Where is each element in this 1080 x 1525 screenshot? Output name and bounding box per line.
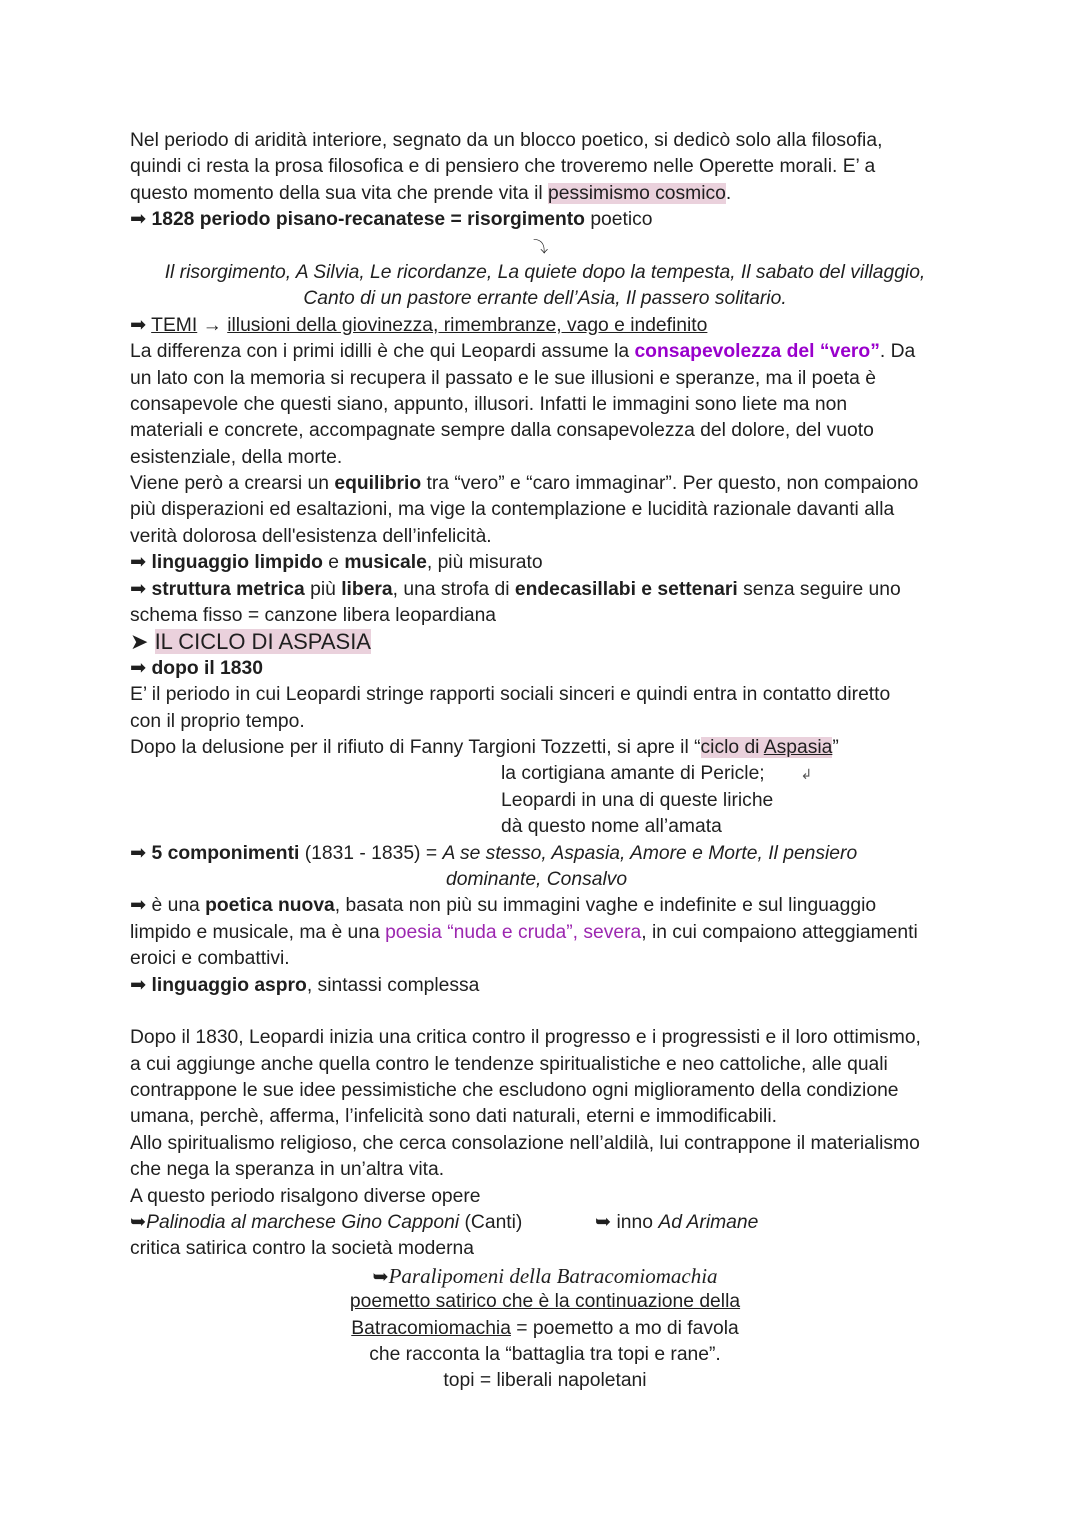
text: . Da — [879, 341, 916, 363]
arrow-icon: ➡ — [130, 657, 147, 679]
text-line — [130, 1184, 960, 1210]
text-line — [130, 471, 960, 497]
text: senza seguire uno — [737, 578, 901, 600]
arrow-icon: ➥ — [372, 1266, 389, 1288]
text-line — [130, 973, 960, 999]
text: La differenza con i primi idilli è che qui Leopardi assume la — [130, 341, 635, 363]
text: topi = liberali napoletani — [443, 1370, 647, 1392]
text: Leopardi in una di queste liriche — [501, 789, 774, 811]
text-line — [130, 893, 960, 919]
arrow-icon: ➡ — [130, 974, 147, 996]
temi-line — [130, 313, 960, 339]
text-line — [130, 392, 960, 418]
note-line — [130, 788, 960, 814]
bold-text: 5 componimenti — [151, 842, 300, 864]
highlight-ciclo — [701, 737, 833, 758]
text-line — [130, 181, 960, 207]
text: un lato con la memoria si recupera il passato e le sue illusioni e speranze, ma il poeta è — [130, 367, 876, 389]
italic-text: Il risorgimento, A Silvia, Le ricordanze, La quiete dopo la tempesta, Il sabato del villaggio, — [164, 261, 926, 283]
poem-list-line — [130, 286, 960, 312]
text-line — [130, 920, 960, 946]
text: più — [304, 578, 342, 600]
bold-text: equilibrio — [334, 473, 422, 495]
text-line — [130, 867, 960, 893]
italic-text: Canto di un pastore errante dell’Asia, Il passero solitario. — [303, 288, 787, 310]
text: , in cui compaiono atteggiamenti — [641, 921, 918, 943]
text: consapevole che questi siano, appunto, illusori. Infatti le immagini sono liete ma non — [130, 393, 848, 415]
underlined-text: Batracomiomachia — [351, 1317, 511, 1339]
text: Dopo la delusione per il rifiuto di Fanny Targioni Tozzetti, si apre il “ — [130, 736, 701, 758]
bold-purple-text: consapevolezza del “vero” — [634, 341, 880, 363]
text: (1831 - 1835) = — [299, 842, 443, 864]
text-line — [130, 497, 960, 523]
text: (Canti) — [459, 1212, 523, 1234]
text: materiali e concrete, accompagnate sempre dalla consapevolezza del dolore, del vuoto — [130, 420, 874, 442]
text-line — [130, 656, 960, 682]
text: tra “vero” e “caro immaginar”. Per questo, non compaiono — [421, 473, 919, 495]
palinodia-entry — [130, 1210, 595, 1236]
text-line — [130, 735, 960, 761]
underlined-text: Aspasia — [763, 736, 833, 758]
bold-text: poetica nuova — [205, 895, 335, 917]
text-line — [130, 550, 960, 576]
text: = poemetto a mo di favola — [510, 1317, 739, 1339]
serif-italic-title: Paralipomeni della Batracomiomachia — [388, 1263, 718, 1288]
text-line — [130, 946, 960, 972]
text-line — [130, 1289, 960, 1315]
text: è una — [151, 895, 206, 917]
text: A questo periodo risalgono diverse opere — [130, 1185, 481, 1207]
text: , più misurato — [426, 552, 543, 574]
text-line — [130, 1157, 960, 1183]
text: questo momento della sua vita che prende vita il — [130, 182, 549, 204]
bold-text: musicale — [344, 552, 427, 574]
text: Allo spiritualismo religioso, che cerca consolazione nell’aldilà, lui contrappone il materialismo — [130, 1132, 920, 1154]
bold-text: linguaggio limpido — [151, 552, 323, 574]
bold-text: libera — [341, 578, 393, 600]
note-line — [130, 814, 960, 840]
text: la cortigiana amante di Pericle; — [501, 763, 765, 785]
text-line — [130, 1078, 960, 1104]
right-arrow-icon: → — [197, 314, 228, 336]
text-line — [130, 1368, 960, 1394]
text-line — [130, 128, 960, 154]
works-line — [130, 1210, 960, 1236]
purple-text: poesia “nuda e cruda”, severa — [385, 921, 642, 943]
text: verità dolorosa dell'esistenza dell’infelicità. — [130, 525, 492, 547]
arrow-icon: ➡ — [130, 895, 147, 917]
arrow-icon: ➡ — [130, 578, 147, 600]
text-line — [130, 682, 960, 708]
text: a cui aggiunge anche quella contro le tendenze spiritualistiche e neo cattoliche, alle quali — [130, 1053, 888, 1075]
text: critica satirica contro la società moderna — [130, 1238, 474, 1260]
text-line — [130, 339, 960, 365]
arrow-icon: ➡ — [130, 209, 147, 231]
text-line — [130, 1131, 960, 1157]
text: Viene però a crearsi un — [130, 473, 335, 495]
text-line — [130, 841, 960, 867]
curl-line — [130, 234, 960, 260]
text: contrappone le sue idee pessimistiche che escludono ogni miglioramento della condizione — [130, 1080, 899, 1102]
italic-text: Ad Arimane — [658, 1212, 759, 1234]
curved-arrow-icon: ⤵ — [533, 238, 549, 256]
underlined-text: poemetto satirico che è la continuazione della — [349, 1291, 741, 1313]
arrow-icon: ➡ — [130, 314, 147, 336]
bold-text: dopo il 1830 — [151, 657, 263, 679]
blank-line — [130, 999, 960, 1025]
temi-label: TEMI — [151, 314, 198, 336]
arrow-icon: ➡ — [130, 842, 147, 864]
temi-text: illusioni della giovinezza, rimembranze, vago e indefinito — [227, 314, 708, 336]
text: schema fisso = canzone libera leopardiana — [130, 605, 497, 627]
paralipomeni-title-line — [130, 1263, 960, 1289]
text: Dopo il 1830, Leopardi inizia una critica contro il progresso e i progressisti e il loro ottimismo, — [130, 1027, 921, 1049]
text-line — [130, 154, 960, 180]
text: eroici e combattivi. — [130, 948, 290, 970]
italic-text: A se stesso, Aspasia, Amore e Morte, Il pensiero — [442, 842, 858, 864]
text: umana, perchè, afferma, l’infelicità sono dati naturali, eterni e immodificabili. — [130, 1106, 777, 1128]
return-icon: ↲ — [800, 766, 813, 783]
text-line — [130, 577, 960, 603]
document-page — [130, 128, 960, 1395]
text: limpido e musicale, ma è una — [130, 921, 386, 943]
italic-text: Palinodia al marchese Gino Capponi — [146, 1212, 460, 1234]
text: e — [322, 552, 345, 574]
text-line — [130, 709, 960, 735]
text: , una strofa di — [392, 578, 515, 600]
text-line — [130, 1236, 960, 1262]
text-line — [130, 445, 960, 471]
text-line — [130, 1316, 960, 1342]
text-line — [130, 524, 960, 550]
note-line — [130, 761, 960, 787]
highlight-pessimismo: pessimismo cosmico — [548, 182, 726, 204]
text: , basata non più su immagini vaghe e indefinite e sul linguaggio — [334, 895, 877, 917]
bold-text: struttura metrica — [151, 578, 305, 600]
poem-list-line — [130, 260, 960, 286]
bold-text: endecasillabi e settenari — [514, 578, 738, 600]
text: che nega la speranza in un’altra vita. — [130, 1159, 445, 1181]
text: , sintassi complessa — [306, 974, 480, 996]
text: poetico — [584, 209, 653, 231]
arrow-icon: ➡ — [130, 552, 147, 574]
text: che racconta la “battaglia tra topi e rane”. — [369, 1343, 721, 1365]
italic-text: dominante, Consalvo — [446, 868, 628, 890]
section-title: IL CICLO DI ASPASIA — [154, 629, 371, 655]
bold-text: 1828 periodo pisano-recanatese = risorgimento — [151, 209, 585, 231]
text: più disperazioni ed esaltazioni, ma vige la contemplazione e lucidità razionale davanti alla — [130, 499, 895, 521]
text: esistenziale, della morte. — [130, 446, 343, 468]
text-line — [130, 207, 960, 233]
text-line — [130, 366, 960, 392]
text-line — [130, 1025, 960, 1051]
text-line — [130, 418, 960, 444]
text: quindi ci resta la prosa filosofica e di pensiero che troveremo nelle Operette morali. E’ a — [130, 156, 876, 178]
section-heading-aspasia — [130, 629, 960, 655]
bullet-arrow-icon: ➤ — [130, 629, 149, 655]
text: Nel periodo di aridità interiore, segnato da un blocco poetico, si dedicò solo alla filosofia, — [130, 130, 883, 151]
text-line — [130, 1052, 960, 1078]
text-line — [130, 1342, 960, 1368]
text: inno — [611, 1212, 659, 1234]
arrow-icon: ➥ — [595, 1212, 612, 1234]
text: E’ il periodo in cui Leopardi stringe rapporti sociali sinceri e quindi entra in contatto diretto — [130, 684, 891, 706]
bold-text: linguaggio aspro — [151, 974, 307, 996]
text: ” — [832, 736, 839, 758]
text-line — [130, 603, 960, 629]
text: dà questo nome all’amata — [501, 816, 722, 838]
arrow-icon: ➥ — [130, 1212, 147, 1234]
text: con il proprio tempo. — [130, 710, 305, 732]
text-line — [130, 1104, 960, 1130]
text: . — [725, 182, 732, 204]
text: ciclo di — [700, 736, 764, 758]
